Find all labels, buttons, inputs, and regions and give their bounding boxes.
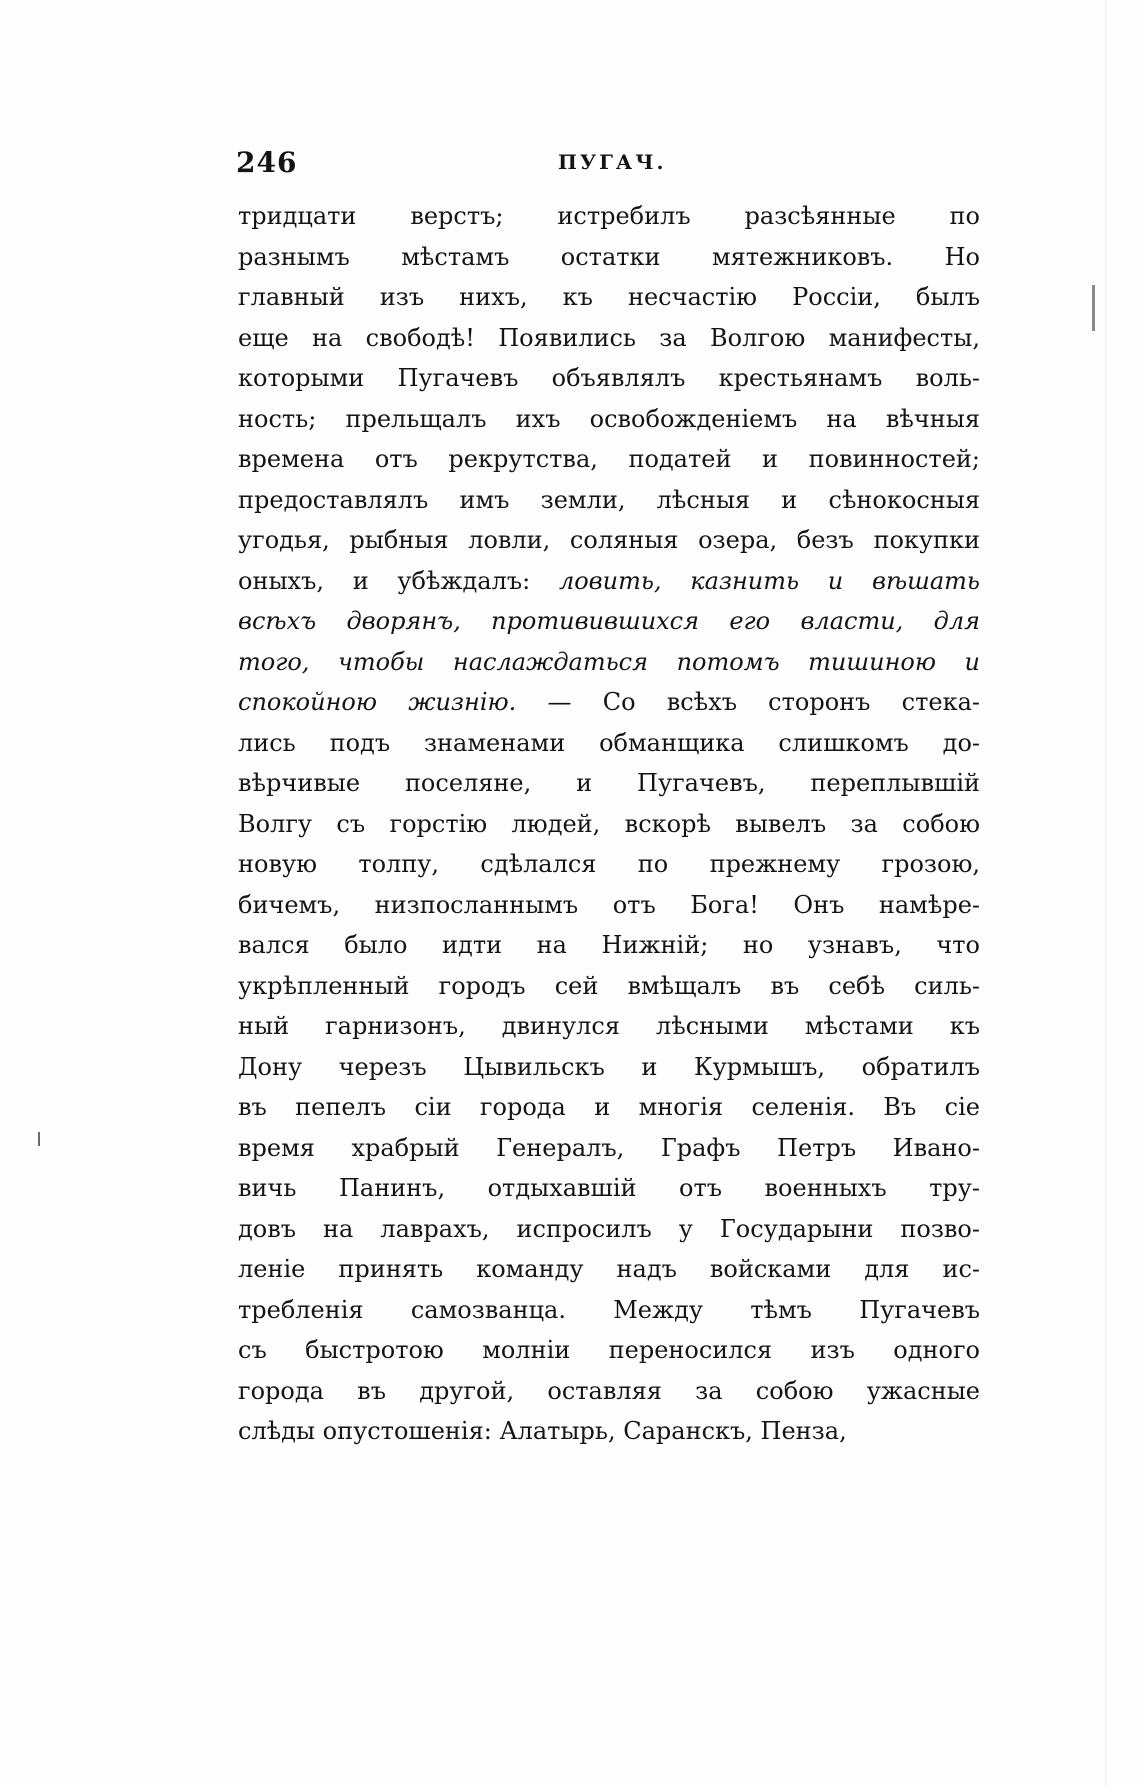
- margin-speck: [38, 1132, 40, 1146]
- text-line-27: ленiе принять команду надъ войсками для ис-: [238, 1255, 980, 1283]
- text-line-2: разнымъ мѣстамъ остатки мятежниковъ. Но: [238, 242, 980, 271]
- text-line-5: которыми Пугачевъ объявлялъ крестьянамъ воль-: [238, 364, 980, 392]
- text-line-10-roman: оныхъ, и убѣждалъ:: [238, 566, 531, 595]
- text-line-23: въ пепелъ сiи города и многiя селенiя. Въ сiе: [238, 1093, 980, 1121]
- text-line-12: того, чтобы наслаждаться потомъ тишиною и: [238, 647, 980, 676]
- text-line-13: [238, 682, 980, 723]
- text-line-22: Дону черезъ Цывильскъ и Курмышъ, обратилъ: [238, 1052, 980, 1081]
- text-line-15: вѣрчивые поселяне, и Пугачевъ, переплывшiй: [238, 769, 980, 797]
- text-line-11: всѣхъ дворянъ, противившихся его власти, для: [238, 607, 980, 635]
- text-line-19: вался было идти на Нижнiй; но узнавъ, что: [238, 931, 980, 959]
- text-line-20: укрѣпленный городъ сей вмѣщалъ въ себѣ силь-: [238, 971, 980, 1000]
- page-header: [236, 146, 980, 186]
- text-line-28: требленiя самозванца. Между тѣмъ Пугачевъ: [238, 1295, 980, 1324]
- text-line-10: [238, 561, 980, 602]
- text-line-4: еще на свободѣ! Появились за Волгою манифесты,: [238, 323, 980, 352]
- text-line-6: ность; прельщалъ ихъ освобожденiемъ на вѣчныя: [238, 404, 980, 433]
- text-line-1: тридцати верстъ; истребилъ разсѣянные по: [238, 202, 980, 230]
- text-line-14: лись подъ знаменами обманщика слишкомъ до-: [238, 728, 980, 757]
- page-edge-shadow: [1105, 0, 1106, 1786]
- page-number: 246: [236, 146, 298, 179]
- text-line-31: слѣды опустошенiя: Алатырь, Саранскъ, Пенза,: [238, 1417, 847, 1445]
- text-line-30: города въ другой, оставляя за собою ужасные: [238, 1376, 980, 1405]
- text-line-8: предоставлялъ имъ земли, лѣсныя и сѣнокосныя: [238, 485, 980, 514]
- text-line-25: вичь Панинъ, отдыхавшiй отъ военныхъ тру-: [238, 1174, 980, 1202]
- text-line-29: съ быстротою молнiи переносился изъ одного: [238, 1336, 980, 1364]
- margin-rule-mark: [1092, 285, 1095, 331]
- text-line-16: Волгу съ горстiю людей, вскорѣ вывелъ за собою: [238, 809, 980, 838]
- text-line-26: довъ на лаврахъ, испросилъ у Государыни позво-: [238, 1214, 980, 1243]
- text-line-13-italic: спокойною жизнiю.: [238, 688, 517, 716]
- body-text: [238, 196, 980, 1452]
- text-line-9: угодья, рыбныя ловли, соляныя озера, безъ покупки: [238, 526, 980, 554]
- text-line-17: новую толпу, сдѣлался по прежнему грозою,: [238, 850, 980, 878]
- text-line-3: главный изъ нихъ, къ несчастiю Россiи, былъ: [238, 283, 980, 311]
- text-line-7: времена отъ рекрутства, податей и повинностей;: [238, 445, 980, 473]
- text-line-24: время храбрый Генералъ, Графъ Петръ Ивано-: [238, 1133, 980, 1162]
- text-line-10-italic: ловить, казнить и вѣшать: [558, 566, 980, 595]
- text-line-18: бичемъ, низпосланнымъ отъ Бога! Онъ намѣре-: [238, 890, 980, 919]
- text-line-21: ный гарнизонъ, двинулся лѣсными мѣстами къ: [238, 1012, 980, 1040]
- running-head: ПУГАЧ.: [558, 150, 667, 174]
- text-line-13-roman: — Со всѣхъ сторонъ стека-: [547, 688, 980, 716]
